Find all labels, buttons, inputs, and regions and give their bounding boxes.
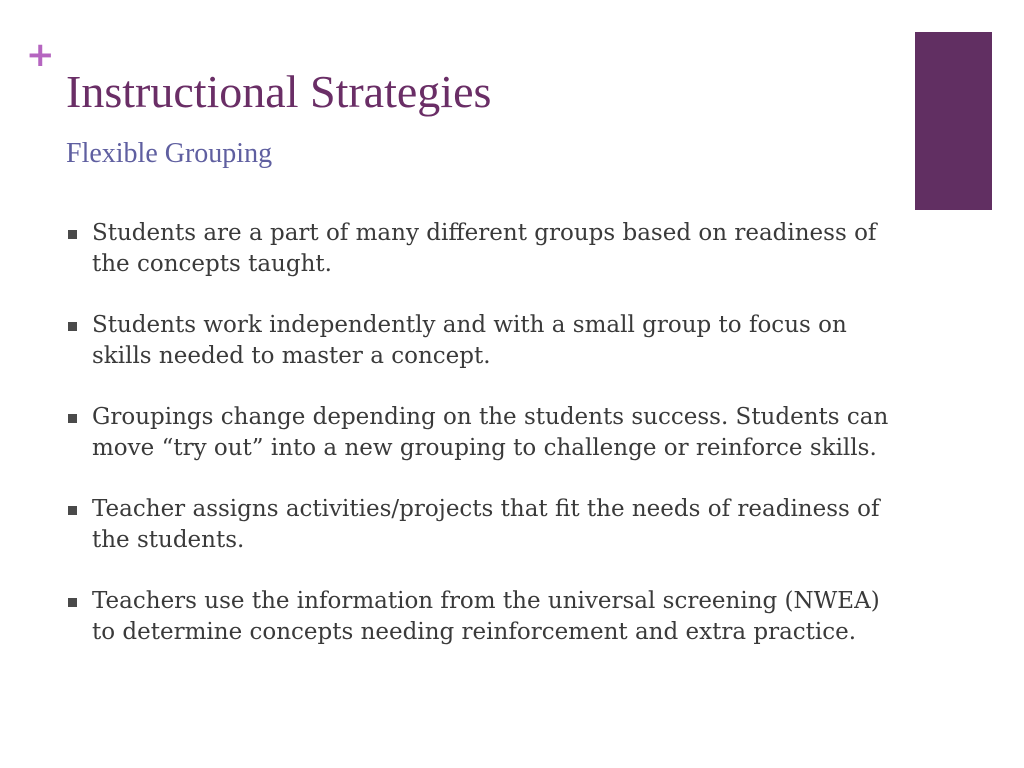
bullet-text: Teachers use the information from the universal screening (NWEA) to determine concepts needing reinforcement and extra practice. [92,588,880,645]
bullet-text: Teacher assigns activities/projects that fit the needs of readiness of the students. [92,496,880,553]
bullet-item [68,586,898,648]
square-bullet-icon [68,506,77,515]
square-bullet-icon [68,414,77,423]
bullet-text: Students are a part of many different groups based on readiness of the concepts taught. [92,220,877,277]
square-bullet-icon [68,322,77,331]
bullet-item [68,402,898,464]
bullet-list [68,218,898,678]
bullet-item [68,218,898,280]
slide-title: Instructional Strategies [66,66,492,117]
bullet-item [68,310,898,372]
bullet-text: Students work independently and with a small group to focus on skills needed to master a concept. [92,312,847,369]
plus-icon: + [26,35,55,75]
slide-subtitle: Flexible Grouping [66,138,273,169]
bullet-text: Groupings change depending on the students success. Students can move “try out” into a new grouping to challenge or reinforce skills. [92,404,889,461]
square-bullet-icon [68,598,77,607]
bullet-item [68,494,898,556]
square-bullet-icon [68,230,77,239]
accent-block [915,32,992,210]
